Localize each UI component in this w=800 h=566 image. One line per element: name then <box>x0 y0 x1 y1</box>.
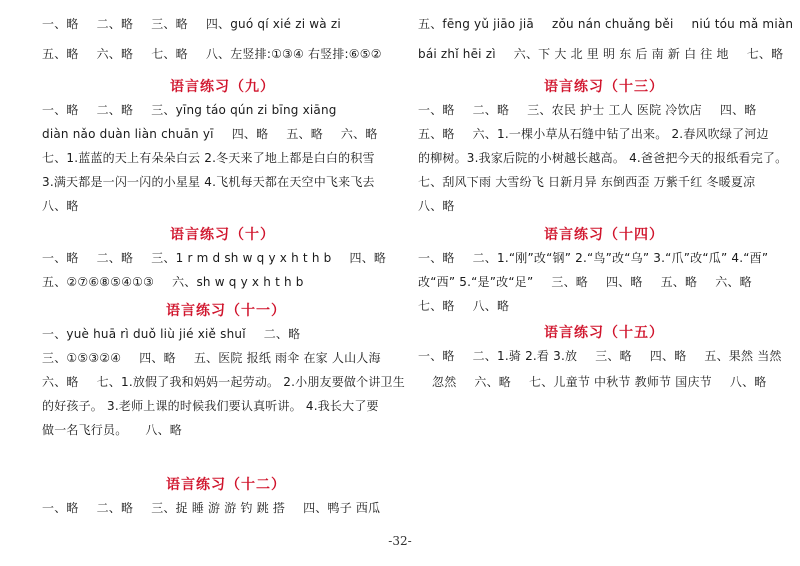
answer-line <box>42 374 405 390</box>
answer-line <box>42 150 375 166</box>
answer-item: 四、略 <box>139 351 176 365</box>
answer-item: 三、捉 睡 游 游 钓 跳 搭 <box>151 501 286 515</box>
answer-item: 七、儿童节 中秋节 教师节 国庆节 <box>529 375 712 389</box>
answer-item: 七、略 <box>746 47 784 61</box>
answer-item: 三、略 <box>595 349 632 363</box>
answer-item: 一、yuè huā rì duǒ liù jié xiě shuǐ <box>42 327 246 341</box>
answer-line <box>42 102 337 118</box>
answer-item: 四、略 <box>649 349 687 363</box>
answer-line <box>42 198 79 214</box>
answer-line <box>42 350 381 366</box>
answer-item: 三、略 <box>551 275 588 289</box>
answer-item: 七、略 <box>151 47 188 61</box>
right-column <box>418 0 794 566</box>
answer-item: 一、略 <box>42 17 79 31</box>
answer-item: 一、略 <box>418 349 455 363</box>
section-title: 语言练习（十三） <box>544 79 664 95</box>
answer-item: 3.满天都是一闪一闪的小星星 4.飞机每天都在天空中飞来飞去 <box>42 175 375 189</box>
answer-item: 七、1.放假了我和妈妈一起劳动。 2.小朋友要做个讲卫生 <box>96 375 405 389</box>
answer-line <box>418 16 793 32</box>
answer-line <box>432 374 766 390</box>
answer-item: 三、农民 护士 工人 医院 冷饮店 <box>527 103 702 117</box>
answer-line <box>42 126 378 142</box>
answer-item: 改“西” 5.“是”改“足” <box>418 275 534 289</box>
answer-item: 五、略 <box>660 275 698 289</box>
answer-item: 六、sh w q y x h t h b <box>172 275 304 289</box>
answer-item: 四、略 <box>719 103 757 117</box>
answer-item: 五、略 <box>42 47 79 61</box>
answer-item: 做一名飞行员。 <box>42 423 128 437</box>
answer-item: 四、略 <box>231 127 269 141</box>
answer-item: 五、略 <box>418 127 455 141</box>
answer-item: zǒu nán chuǎng běi <box>551 17 674 31</box>
answer-item: 一、略 <box>418 251 455 265</box>
answer-item: 四、鸭子 西瓜 <box>303 501 381 515</box>
answer-item: bái zhǐ hēi zì <box>418 47 496 61</box>
answer-item: 六、略 <box>715 275 752 289</box>
answer-item: 二、略 <box>263 327 301 341</box>
answer-item: 二、略 <box>96 251 134 265</box>
answer-item: 六、略 <box>96 47 134 61</box>
section-title: 语言练习（十五） <box>544 325 664 341</box>
answer-item: 二、1.“刚”改“钢” 2.“鸟”改“乌” 3.“爪”改“瓜” 4.“酉” <box>472 251 769 265</box>
answer-line <box>42 422 182 438</box>
answer-item: 八、略 <box>42 199 79 213</box>
answer-line <box>42 250 386 266</box>
answer-item: 的好孩子。 3.老师上课的时候我们要认真听讲。 4.我长大了要 <box>42 399 379 413</box>
answer-line <box>418 250 768 266</box>
answer-item: 八、略 <box>418 199 455 213</box>
answer-item: 三、略 <box>151 17 188 31</box>
answer-line <box>42 398 379 414</box>
answer-item: 一、略 <box>42 501 79 515</box>
answer-item: 五、果然 当然 <box>704 349 782 363</box>
answer-item: 五、略 <box>286 127 323 141</box>
answer-item: 二、略 <box>96 103 134 117</box>
answer-line <box>418 174 755 190</box>
answer-line <box>42 174 375 190</box>
answer-item: 二、1.骑 2.看 3.放 <box>472 349 578 363</box>
answer-item: 六、下 大 北 里 明 东 后 南 新 白 往 地 <box>513 47 729 61</box>
answer-item: 一、略 <box>418 103 455 117</box>
answer-item: 一、略 <box>42 103 79 117</box>
answer-line <box>418 150 787 166</box>
section-title: 语言练习（十一） <box>166 303 286 319</box>
answer-item: niú tóu mǎ miàn <box>691 17 794 31</box>
section-title: 语言练习（十二） <box>166 477 286 493</box>
answer-item: 的柳树。3.我家后院的小树越长越高。 4.爸爸把今天的报纸看完了。 <box>418 151 788 165</box>
answer-item: 五、②⑦⑥⑧⑤④①③ <box>42 275 155 289</box>
answer-item: 二、略 <box>96 501 134 515</box>
answer-item: 七、1.蓝蓝的天上有朵朵白云 2.冬天来了地上都是白白的积雪 <box>42 151 375 165</box>
answer-item: 五、医院 报纸 雨伞 在家 人山人海 <box>193 351 381 365</box>
answer-line <box>418 102 757 118</box>
answer-item: 六、略 <box>42 375 79 389</box>
answer-line <box>42 46 382 62</box>
answer-item: 四、guó qí xié zi wà zi <box>205 17 341 31</box>
answer-line <box>42 500 380 516</box>
answer-item: 四、略 <box>349 251 387 265</box>
answer-line <box>418 198 455 214</box>
answer-item: 八、略 <box>145 423 183 437</box>
answer-item: 八、略 <box>729 375 767 389</box>
answer-item: 三、①⑤③②④ <box>42 351 122 365</box>
answer-line <box>418 298 509 314</box>
answer-item: 七、刮风下雨 大雪纷飞 日新月异 东倒西歪 万紫千红 冬暖夏凉 <box>418 175 756 189</box>
section-title: 语言练习（十四） <box>544 227 664 243</box>
answer-line <box>42 274 304 290</box>
answer-line <box>42 16 341 32</box>
answer-item: 六、略 <box>340 127 378 141</box>
answer-line <box>418 348 782 364</box>
answer-item: 八、略 <box>472 299 510 313</box>
answer-item: 二、略 <box>472 103 510 117</box>
answer-item: 一、略 <box>42 251 79 265</box>
answer-line <box>418 274 752 290</box>
answer-item: 二、略 <box>96 17 134 31</box>
answer-item: 忽然 <box>432 375 457 389</box>
answer-line <box>42 326 300 342</box>
answer-item: diàn nǎo duàn liàn chuān yī <box>42 127 214 141</box>
answer-item: 三、1 r m d sh w q y x h t h b <box>151 251 332 265</box>
answer-line <box>418 46 783 62</box>
left-column <box>42 0 412 566</box>
answer-item: 七、略 <box>418 299 455 313</box>
answer-item: 六、1.一棵小草从石缝中钻了出来。 2.春风吹绿了河边 <box>472 127 769 141</box>
answer-item: 八、左竖排:①③④ 右竖排:⑥⑤② <box>205 47 382 61</box>
section-title: 语言练习（十） <box>170 227 275 243</box>
answer-item: 四、略 <box>605 275 643 289</box>
answer-line <box>418 126 769 142</box>
answer-item: 三、yīng táo qún zi bīng xiāng <box>151 103 337 117</box>
section-title: 语言练习（九） <box>170 79 275 95</box>
answer-item: 五、fēng yǔ jiāo jiā <box>418 17 534 31</box>
answer-item: 六、略 <box>474 375 512 389</box>
page-number: -32- <box>388 534 412 548</box>
